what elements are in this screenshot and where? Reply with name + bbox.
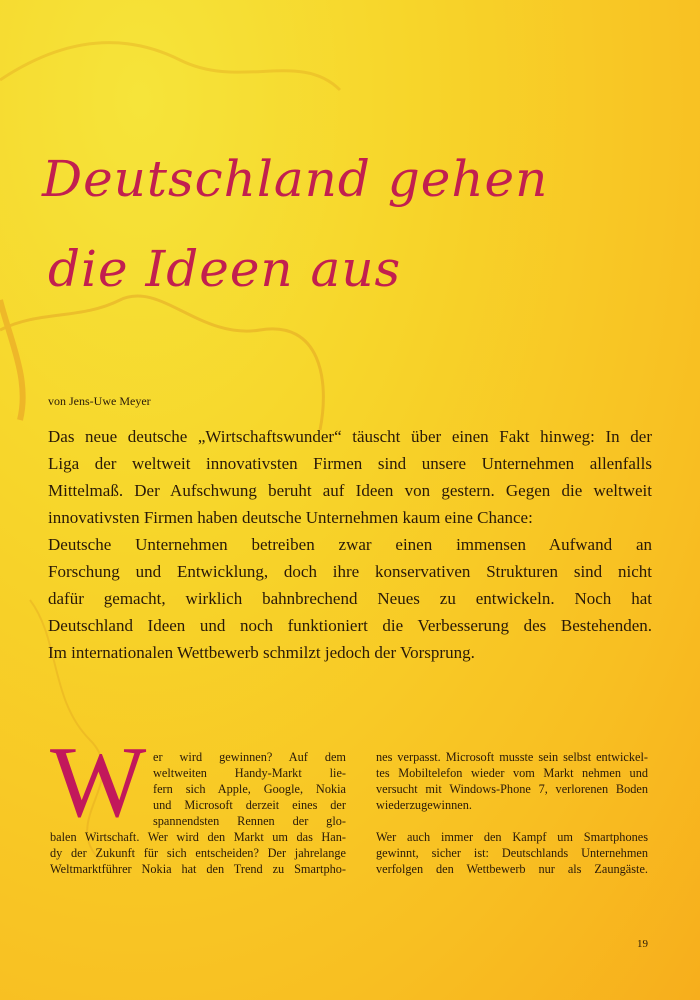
intro-line: Deutsche Unternehmen betreiben zwar einen immensen Aufwand an	[48, 535, 652, 554]
body-line: versucht mit Windows-Phone 7, verlorenen Boden	[376, 782, 648, 796]
intro-line: Deutschland Ideen und noch funktioniert die Verbesserung des Bestehenden.	[48, 616, 652, 635]
body-line: Weltmarktführer Nokia hat den Trend zu Smartpho-	[50, 862, 346, 876]
body-line: weltweiten Handy-Markt lie-	[153, 766, 346, 780]
intro-line: Mittelmaß. Der Aufschwung beruht auf Ideen von gestern. Gegen die weltweit	[48, 481, 652, 500]
body-line: gewinnt, sicher ist: Deutschlands Unternehmen	[376, 846, 648, 860]
drop-cap: W	[50, 726, 147, 839]
body-line: er wird gewinnen? Auf dem	[153, 750, 346, 764]
intro-line: Das neue deutsche „Wirtschaftswunder“ täuscht über einen Fakt hinweg: In der	[48, 427, 652, 446]
intro-line: Liga der weltweit innovativsten Firmen sind unsere Unternehmen allenfalls	[48, 454, 652, 473]
left-column	[50, 749, 346, 877]
intro-line: Im internationalen Wettbewerb schmilzt jedoch der Vorsprung.	[48, 643, 475, 662]
byline: von Jens-Uwe Meyer	[48, 394, 151, 408]
body-line: wiederzugewinnen.	[376, 798, 472, 812]
page-number: 19	[637, 938, 648, 950]
intro-paragraph	[48, 423, 652, 666]
right-column	[376, 749, 648, 877]
intro-line: innovativsten Firmen haben deutsche Unternehmen kaum eine Chance:	[48, 508, 533, 527]
body-line: nes verpasst. Microsoft musste sein selbst entwickel-	[376, 750, 648, 764]
body-line: dy der Zukunft für sich entscheiden? Der jahrelange	[50, 846, 346, 860]
body-line: verfolgen den Wettbewerb nur als Zaungäste.	[376, 862, 648, 876]
body-line: spannendsten Rennen der glo-	[153, 814, 346, 828]
intro-line: Forschung und Entwicklung, doch ihre konservativen Strukturen sind nicht	[48, 562, 652, 581]
body-line: tes Mobiltelefon wieder vom Markt nehmen und	[376, 766, 648, 780]
body-line: fern sich Apple, Google, Nokia	[153, 782, 346, 796]
body-line: balen Wirtschaft. Wer wird den Markt um das Han-	[50, 830, 346, 844]
body-line: und Microsoft derzeit eines der	[153, 798, 346, 812]
intro-line: dafür gemacht, wirklich bahnbrechend Neues zu entwickeln. Noch hat	[48, 589, 652, 608]
body-line: Wer auch immer den Kampf um Smartphones	[376, 830, 648, 844]
title-line-2: die Ideen aus	[48, 240, 402, 298]
title-line-1: Deutschland gehen	[42, 150, 549, 208]
